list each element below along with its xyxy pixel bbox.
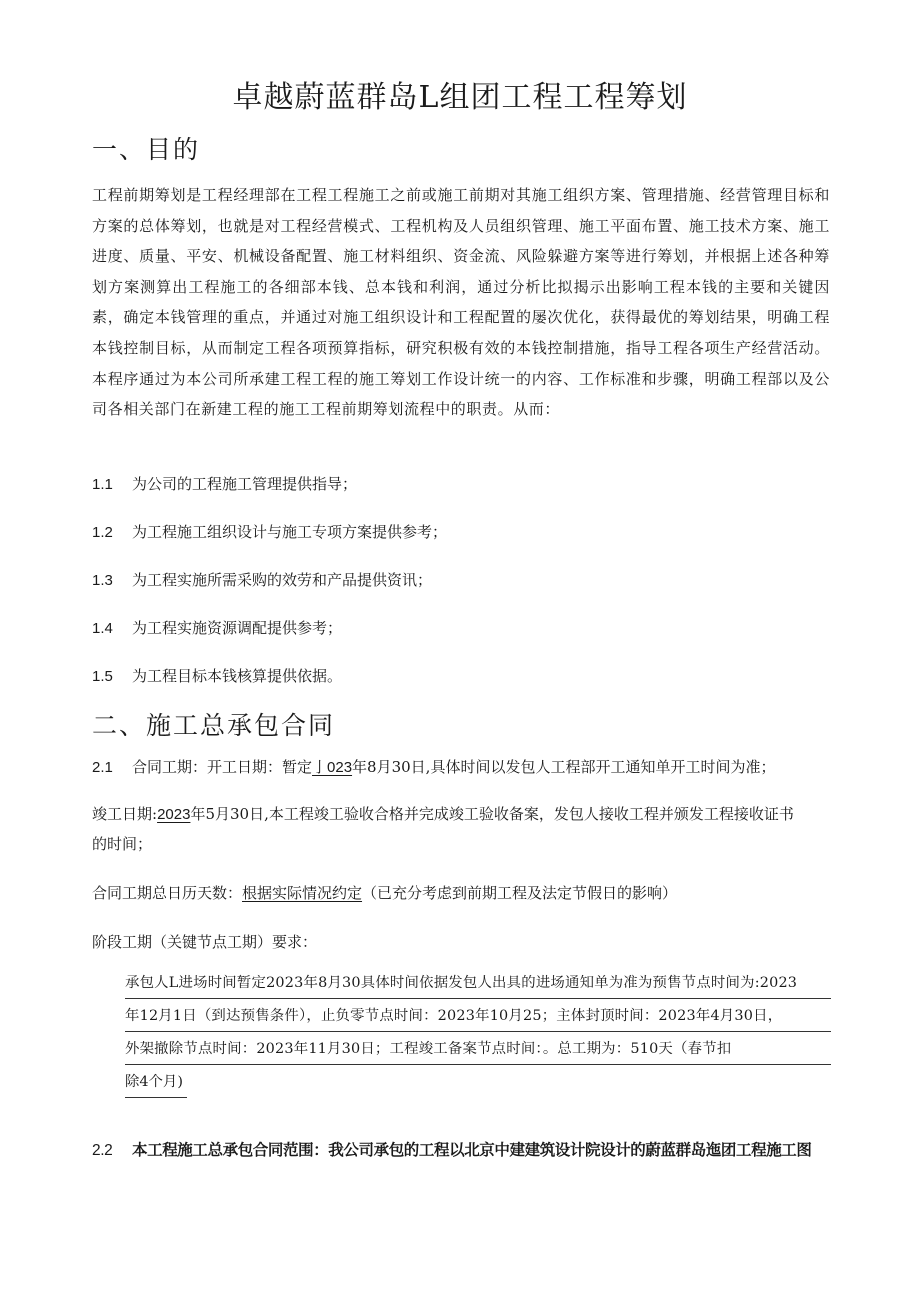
section-heading-purpose: 一、目的 <box>92 135 201 164</box>
list-item-text: 为公司的工程施工管理提供指导； <box>132 475 358 493</box>
clause-number: 2.1 <box>92 759 113 776</box>
document-title: 卓越蔚蓝群岛L组团工程工程筹划 <box>232 80 688 115</box>
completion-date-line-cont: 的时间； <box>92 835 153 853</box>
start-date-text: 年8月30日,具体时间以发包人工程部开工通知单开工时间为准； <box>352 758 776 776</box>
section-heading-contract: 二、施工总承包合同 <box>92 711 336 740</box>
list-item-text: 为工程施工组织设计与施工专项方案提供参考； <box>132 523 448 541</box>
milestone-line: 外架撤除节点时间：2023年11月30日；工程竣工备案节点时间：。总工期为：510天（春节扣 <box>125 1034 831 1065</box>
list-item <box>92 521 447 542</box>
list-item-number: 1.4 <box>92 620 113 637</box>
completion-date-label: 竣工日期: <box>92 805 158 823</box>
list-item-text: 为工程实施所需采购的效劳和产品提供资讯； <box>132 571 433 589</box>
milestone-line: 年12月1日（到达预售条件），止负零节点时间：2023年10月25；主体封顶时间：2023年4月30日， <box>125 1001 831 1032</box>
total-days-line <box>92 882 677 903</box>
contract-scope-text: 本工程施工总承包合同范围：我公司承包的工程以北京中建建筑设计院设计的蔚蓝群岛迤团工程施工图 <box>132 1141 812 1159</box>
list-item <box>92 665 342 686</box>
start-year-value: 亅023 <box>312 759 353 776</box>
purpose-paragraph: 工程前期筹划是工程经理部在工程工程施工之前或施工前期对其施工组织方案、管理措施、经营管理目标和方案的总体筹划，也就是对工程经营模式、工程机构及人员组织管理、施工平面布置、施工技术方案、施工进度、质量、平安、机械设备配置、施工材料组织、资金流、风险躲避方案等进行筹划，并根据上述各种筹划方案测算出工程施工的各细部本钱、总本钱和利润，通过分析比拟揭示出影响工程本钱的主要和关键因素，确定本钱管理的重点，并通过对施工组织设计和工程配置的屡次优化，获得最优的筹划结果，明确工程本钱控制目标，从而制定工程各项预算指标，研究积极有效的本钱控制措施，指导工程各项生产经营活动。本程序通过为本公司所承建工程工程的施工筹划工作设计统一的内容、工作标准和步骤，明确工程部以及公司各相关部门在新建工程的施工工程前期筹划流程中的职责。从而： <box>92 186 830 419</box>
list-item-number: 1.1 <box>92 476 113 493</box>
completion-year-value: 2023 <box>157 806 191 823</box>
clause-number: 2.2 <box>92 1142 113 1159</box>
list-item <box>92 617 342 638</box>
total-days-value: 根据实际情况约定 <box>242 884 363 902</box>
completion-date-text: 年5月30日,本工程竣工验收合格并完成竣工验收备案，发包人接收工程并颁发工程接收证书 <box>190 805 794 823</box>
list-item <box>92 473 357 494</box>
completion-date-line <box>92 803 794 824</box>
list-item <box>92 569 432 590</box>
contract-period-label: 合同工期：开工日期：暂定 <box>132 758 313 776</box>
contract-scope-line <box>92 1138 812 1160</box>
milestone-line: 除4个月) <box>125 1067 187 1098</box>
list-item-number: 1.3 <box>92 572 113 589</box>
total-days-label: 合同工期总日历天数： <box>92 884 243 902</box>
milestone-line: 承包人L进场时间暂定2023年8月30具体时间依据发包人出具的进场通知单为准为预售节点时间为:2023 <box>125 968 831 999</box>
list-item-number: 1.2 <box>92 524 113 541</box>
total-days-note: （已充分考虑到前期工程及法定节假日的影响） <box>362 884 678 902</box>
list-item-number: 1.5 <box>92 668 113 685</box>
list-item-text: 为工程目标本钱核算提供依据。 <box>132 667 343 685</box>
contract-period-line <box>92 756 775 777</box>
stage-period-label: 阶段工期（关键节点工期）要求： <box>92 933 318 951</box>
list-item-text: 为工程实施资源调配提供参考； <box>132 619 343 637</box>
